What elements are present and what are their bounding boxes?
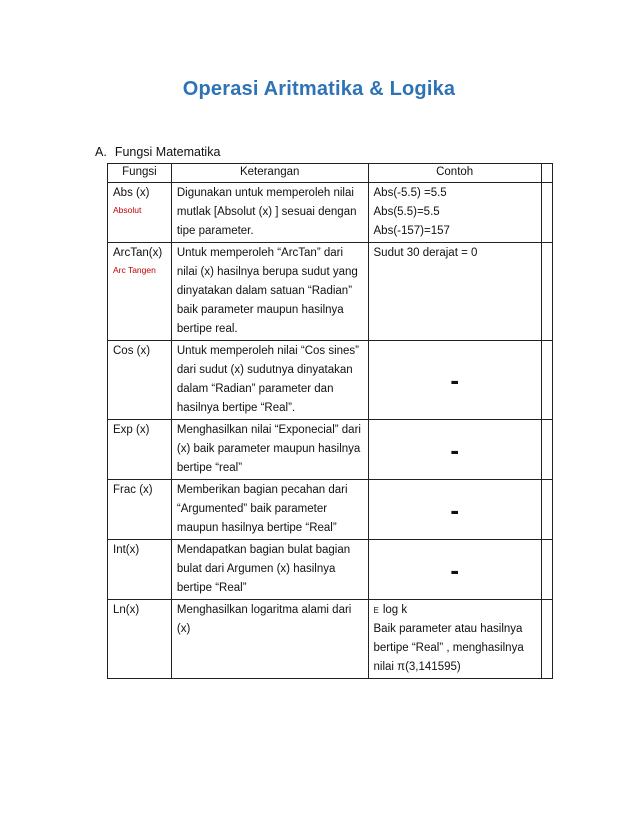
- cell-fungsi: Frac (x): [108, 480, 172, 540]
- cell-keterangan: Menghasilkan logaritma alami dari (x): [171, 600, 368, 679]
- cell-extra: [541, 480, 552, 540]
- fungsi-subtitle: Arc Tangen: [113, 265, 156, 275]
- table-row: [108, 480, 553, 540]
- contoh-line: Baik parameter atau hasilnya bertipe “Real” , menghasilnya nilai π(3,141595): [373, 623, 524, 673]
- header-fungsi: Fungsi: [108, 164, 172, 183]
- cell-fungsi: [108, 183, 172, 243]
- cell-contoh-dash: -: [368, 341, 541, 420]
- cell-fungsi: [108, 243, 172, 341]
- cell-contoh: [368, 243, 541, 341]
- header-extra: [541, 164, 552, 183]
- fungsi-name: ArcTan(x): [113, 247, 163, 259]
- cell-extra: [541, 341, 552, 420]
- table-row: [108, 540, 553, 600]
- section-heading: [95, 145, 220, 159]
- table-header-row: [108, 164, 553, 183]
- cell-keterangan: Mendapatkan bagian bulat bagian bulat dari Argumen (x) hasilnya bertipe “Real”: [171, 540, 368, 600]
- cell-contoh-dash: -: [368, 420, 541, 480]
- cell-fungsi: Cos (x): [108, 341, 172, 420]
- cell-keterangan: Untuk memperoleh “ArcTan” dari nilai (x) hasilnya berupa sudut yang dinyatakan dalam satuan “Radian” baik parameter maupun hasilnya bertipe real.: [171, 243, 368, 341]
- cell-contoh-dash: -: [368, 480, 541, 540]
- cell-keterangan: Memberikan bagian pecahan dari “Argumented” baik parameter maupun hasilnya bertipe “Real”: [171, 480, 368, 540]
- elog-subscript: E: [373, 606, 379, 615]
- cell-keterangan: Menghasilkan nilai “Exponecial” dari (x) baik parameter maupun hasilnya bertipe “real”: [171, 420, 368, 480]
- cell-keterangan: Untuk memperoleh nilai “Cos sines” dari sudut (x) sudutnya dinyatakan dalam “Radian” parameter dan hasilnya bertipe “Real”.: [171, 341, 368, 420]
- cell-keterangan: Digunakan untuk memperoleh nilai mutlak [Absolut (x) ] sesuai dengan tipe parameter.: [171, 183, 368, 243]
- cell-contoh: [368, 600, 541, 679]
- cell-fungsi: Int(x): [108, 540, 172, 600]
- table-row: [108, 420, 553, 480]
- cell-extra: [541, 600, 552, 679]
- cell-contoh: [368, 183, 541, 243]
- cell-extra: [541, 243, 552, 341]
- cell-fungsi: Exp (x): [108, 420, 172, 480]
- cell-fungsi: Ln(x): [108, 600, 172, 679]
- page-title: Operasi Aritmatika & Logika: [182, 78, 456, 100]
- table-row: [108, 243, 553, 341]
- contoh-line: Sudut 30 derajat = 0: [373, 247, 478, 259]
- table-row: [108, 341, 553, 420]
- contoh-line: Abs(-5.5) =5.5: [373, 187, 447, 199]
- contoh-line: Abs(-157)=157: [373, 225, 450, 237]
- contoh-line: [374, 601, 536, 620]
- section-letter: A.: [95, 145, 107, 159]
- cell-extra: [541, 420, 552, 480]
- header-keterangan: Keterangan: [171, 164, 368, 183]
- table-row: [108, 600, 553, 679]
- fungsi-name: Abs (x): [113, 187, 150, 199]
- functions-table: [107, 163, 553, 679]
- cell-extra: [541, 540, 552, 600]
- header-contoh: Contoh: [368, 164, 541, 183]
- cell-contoh-dash: -: [368, 540, 541, 600]
- table-row: [108, 183, 553, 243]
- logk-text: log k: [382, 604, 408, 616]
- contoh-line: Abs(5.5)=5.5: [373, 206, 440, 218]
- cell-extra: [541, 183, 552, 243]
- section-label: Fungsi Matematika: [114, 145, 221, 159]
- fungsi-subtitle: Absolut: [113, 205, 142, 215]
